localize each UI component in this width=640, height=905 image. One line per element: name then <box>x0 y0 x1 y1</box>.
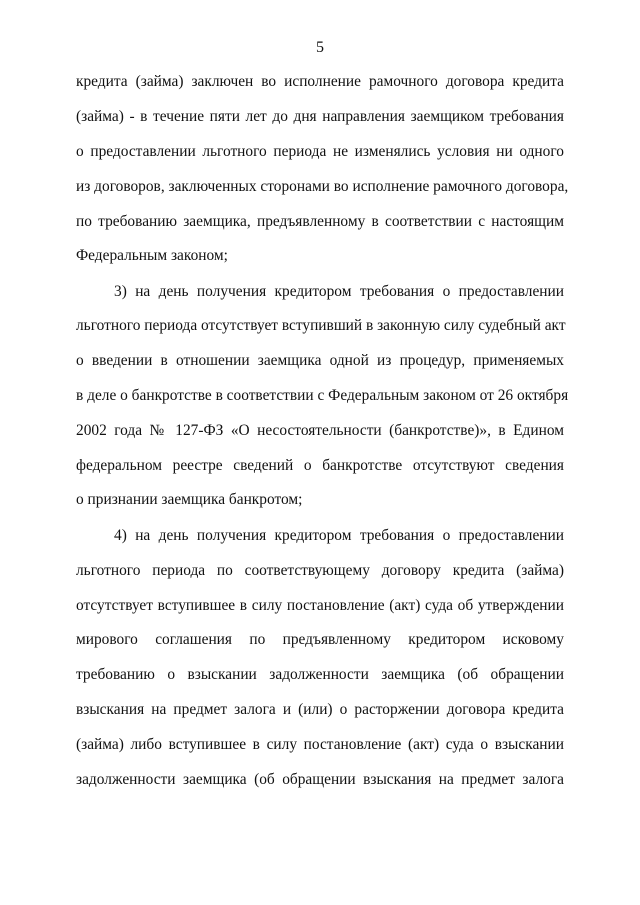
text-line: задолженности заемщика (об обращении взыскания на предмет залога <box>76 771 564 788</box>
text-line: о введении в отношении заемщика одной из процедур, применяемых <box>76 352 564 369</box>
text-line: кредита (займа) заключен во исполнение рамочного договора кредита <box>76 73 564 90</box>
text-line: 2002 года № 127-ФЗ «О несостоятельности (банкротстве)», в Едином <box>76 422 564 439</box>
text-line: по требованию заемщика, предъявленному в соответствии с настоящим <box>76 213 564 230</box>
text-line: (займа) - в течение пяти лет до дня направления заемщиком требования <box>76 108 564 125</box>
text-line: о предоставлении льготного периода не изменялись условия ни одного <box>76 143 564 160</box>
text-line: в деле о банкротстве в соответствии с Федеральным законом от 26 октября <box>76 387 569 404</box>
list-item-3-first-line: 3) на день получения кредитором требования о предоставлении <box>114 283 564 300</box>
text-line: взыскания на предмет залога и (или) о расторжении договора кредита <box>76 701 564 718</box>
text-line: федеральном реестре сведений о банкротстве отсутствуют сведения <box>76 457 564 474</box>
text-line: о признании заемщика банкротом; <box>76 491 303 508</box>
text-line: из договоров, заключенных сторонами во исполнение рамочного договора, <box>76 178 569 195</box>
text-line: требованию о взыскании задолженности заемщика (об обращении <box>76 666 564 683</box>
text-line: отсутствует вступившее в силу постановление (акт) суда об утверждении <box>76 597 564 614</box>
text-line: (займа) либо вступившее в силу постановление (акт) суда о взыскании <box>76 736 564 753</box>
text-line: льготного периода по соответствующему договору кредита (займа) <box>76 562 564 579</box>
text-line: Федеральным законом; <box>76 247 228 264</box>
page-number: 5 <box>316 39 324 56</box>
text-line: мирового соглашения по предъявленному кредитором исковому <box>76 631 564 648</box>
list-item-4-first-line: 4) на день получения кредитором требования о предоставлении <box>114 527 564 544</box>
text-line: льготного периода отсутствует вступивший в законную силу судебный акт <box>76 317 566 334</box>
